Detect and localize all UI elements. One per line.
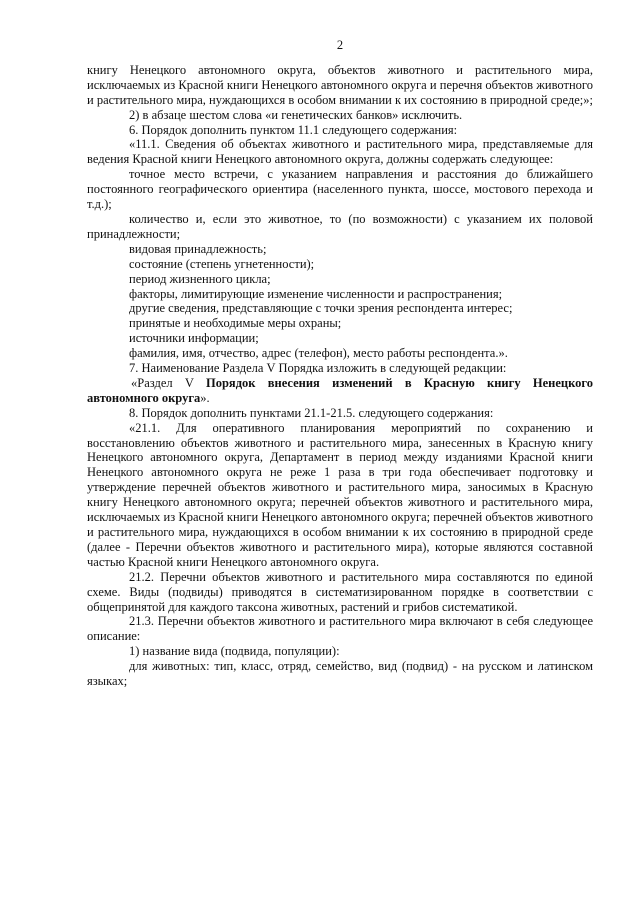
paragraph-clause-21-2: 21.2. Перечни объектов животного и растительного мира составляются по единой схеме. Виды (подвиды) приводятся в систематизированном порядке в соответствии с общепринятой для каждого таксона животных, растений и грибов систематикой. (87, 569, 593, 614)
paragraph-point-8: 8. Порядок дополнить пунктами 21.1-21.5. следующего содержания: (129, 405, 494, 420)
paragraph-species-name: 1) название вида (подвида, популяции): (129, 644, 340, 659)
paragraph-meeting-place: точное место встречи, с указанием направления и расстояния до ближайшего постоянного географического ориентира (населенного пункта, шоссе, мостового перехода и т.д.); (87, 167, 593, 212)
section-title-bold: Порядок внесения изменений в Красную книгу Ненецкого автономного округа (87, 375, 593, 405)
paragraph-continuation: книгу Ненецкого автономного округа, объектов животного и растительного мира, исключаемых из Красной книги Ненецкого автономного округа и перечня объектов животного и растительного мира, нуждающихся в особом внимании к их состоянию в природной среде;»; (87, 62, 593, 107)
section-title-suffix: ». (200, 390, 210, 405)
paragraph-sources: источники информации; (129, 331, 259, 346)
page-number: 2 (336, 38, 344, 52)
paragraph-point-7: 7. Наименование Раздела V Порядка изложить в следующей редакции: (129, 361, 507, 376)
paragraph-life-cycle: период жизненного цикла; (129, 271, 271, 286)
paragraph-respondent: фамилия, имя, отчество, адрес (телефон), место работы респондента.». (129, 346, 508, 361)
paragraph-clause-11-1: «11.1. Сведения об объектах животного и растительного мира, представляемые для ведения Красной книги Ненецкого автономного округа, должны содержать следующее: (87, 137, 593, 167)
paragraph-factors: факторы, лимитирующие изменение численности и распространения; (129, 286, 503, 301)
section-title-prefix: «Раздел V (131, 375, 206, 390)
paragraph-clause-21-1: «21.1. Для оперативного планирования мероприятий по сохранению и восстановлению объектов животного и растительного мира, занесенных в Красную книгу Ненецкого автономного округа, Департамент в период между изданиями Красной книги Ненецкого автономного округа не реже 1 раза в три года обеспечивает подготовку и утверждение перечней объектов животного и растительного мира, заносимых в Красную книгу Ненецкого автономного округа; перечней объектов животного и растительного мира, исключаемых из Красной книги Ненецкого автономного округа; перечней объектов животного и растительного мира, нуждающихся в особом внимании к их состоянию в природной среде (далее - Перечни объектов животного и растительного мира), которые являются составной частью Красной книги Ненецкого автономного округа. (87, 420, 593, 569)
paragraph-clause-21-3: 21.3. Перечни объектов животного и растительного мира включают в себя следующее описание: (87, 614, 593, 644)
paragraph-animals: для животных: тип, класс, отряд, семейство, вид (подвид) - на русском и латинском языках; (87, 659, 593, 689)
paragraph-point-6: 6. Порядок дополнить пунктом 11.1 следующего содержания: (129, 122, 458, 137)
paragraph-other-info: другие сведения, представляющие с точки зрения респондента интерес; (129, 301, 513, 316)
paragraph-item-2: 2) в абзаце шестом слова «и генетических банков» исключить. (129, 107, 463, 122)
paragraph-protection: принятые и необходимые меры охраны; (129, 316, 342, 331)
paragraph-condition: состояние (степень угнетенности); (129, 256, 315, 271)
paragraph-section-title (87, 376, 593, 406)
paragraph-quantity: количество и, если это животное, то (по возможности) с указанием их половой принадлежности; (87, 211, 593, 241)
paragraph-species: видовая принадлежность; (129, 241, 267, 256)
